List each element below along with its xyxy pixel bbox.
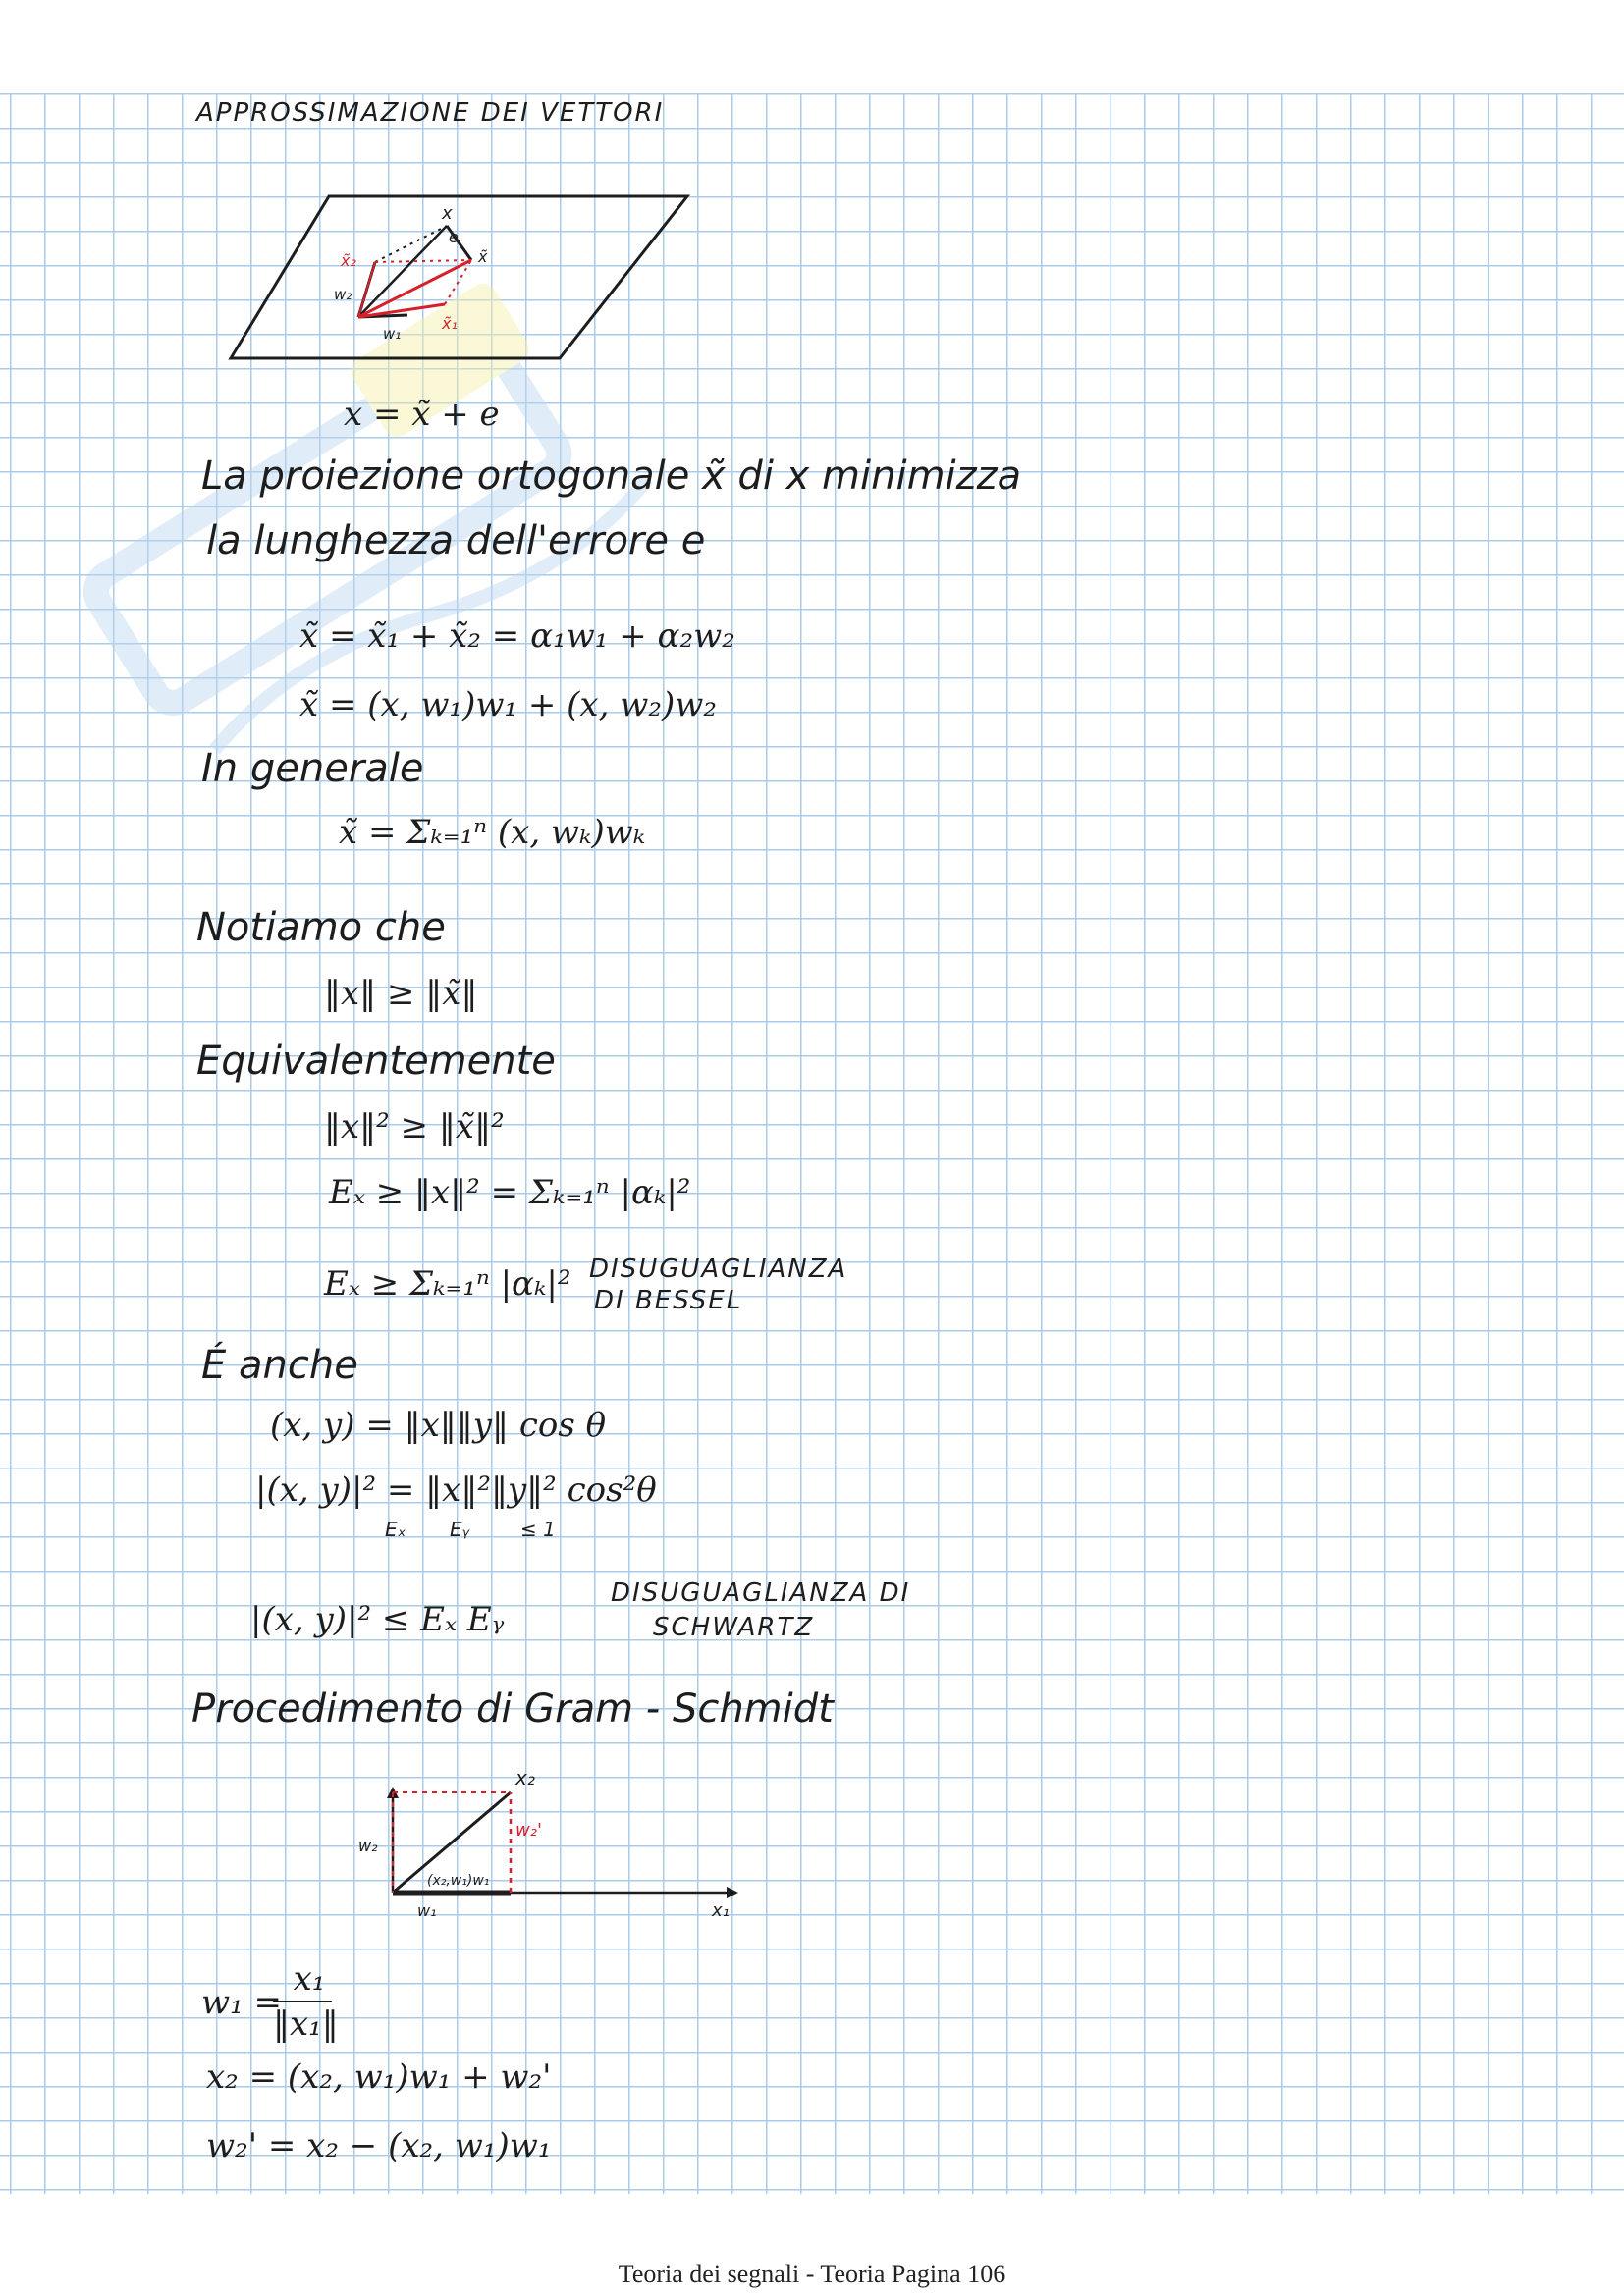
label-x-tilde-1: x̃₁ [442,314,458,333]
eq-inner-product-squared: |(x, y)|² = ‖x‖²‖y‖² cos²θ [255,1470,657,1510]
eq-general-projection: x̃ = Σₖ₌₁ⁿ (x, wₖ)wₖ [339,813,646,852]
page-title: APPROSSIMAZIONE DEI VETTORI [196,98,665,128]
equivalentemente-heading: Equivalentemente [196,1039,556,1084]
in-generale-heading: In generale [201,746,424,791]
label-w2: w₂ [334,286,352,303]
eq-projection-components: x̃ = x̃₁ + x̃₂ = α₁w₁ + α₂w₂ [299,616,735,656]
label-x-tilde-2: x̃₂ [341,251,356,270]
bessel-label-line-1: DISUGUAGLIANZA [589,1255,848,1284]
dotted-line-2 [375,260,471,262]
label-w2-prime: w₂' [515,1820,542,1841]
plane-outline [231,196,687,358]
label-projection: (x₂,w₁)w₁ [427,1873,490,1889]
underbrace-energy-y: Eᵧ [450,1518,470,1541]
statement-line-2: la lunghezza dell'errore e [206,518,706,563]
graph-paper-background [0,93,1624,2194]
eq-projection-inner-products: x̃ = (x, w₁)w₁ + (x, w₂)w₂ [299,685,717,724]
eq-norm-inequality: ‖x‖ ≥ ‖x̃‖ [324,974,478,1013]
e-anche-heading: É anche [201,1343,358,1388]
bessel-label-line-2: DI BESSEL [594,1286,743,1315]
fraction-bar [273,2001,332,2002]
eq-energy: Eₓ ≥ ‖x‖² = Σₖ₌₁ⁿ |αₖ|² [329,1173,691,1212]
label-x: x [442,203,453,224]
gram-schmidt-heading: Procedimento di Gram - Schmidt [191,1686,834,1732]
label-x-tilde: x̃ [478,247,488,266]
schwartz-label-line-2: SCHWARTZ [653,1613,815,1642]
label-w2: w₂ [358,1837,378,1855]
dotted-line-1 [375,226,447,262]
statement-line-1: La proiezione ortogonale x̃ di x minimizza [201,454,1022,499]
underbrace-le-one: ≤ 1 [520,1518,556,1541]
projection-diagram [221,191,712,368]
underbrace-energy-x: Eₓ [385,1518,406,1541]
label-e: e [449,228,459,246]
eq-w1-lhs: w₁ = [201,1983,283,2022]
eq-x2-decomposition: x₂ = (x₂, w₁)w₁ + w₂' [206,2057,552,2097]
label-w1: w₁ [383,325,402,343]
eq-decomposition: x = x̃ + e [344,395,500,434]
eq-inner-product: (x, y) = ‖x‖‖y‖ cos θ [270,1406,607,1445]
eq-bessel: Eₓ ≥ Σₖ₌₁ⁿ |αₖ|² [324,1264,571,1304]
eq-w2-prime: w₂' = x₂ − (x₂, w₁)w₁ [206,2126,552,2165]
eq-w1-numerator: x₁ [293,1959,326,1999]
label-x2: x₂ [515,1766,535,1789]
axis-x1-arrowhead [727,1887,738,1898]
schwartz-label-line-1: DISUGUAGLIANZA DI [611,1578,911,1608]
eq-w1-denominator: ‖x₁‖ [273,2004,339,2044]
gram-schmidt-diagram [353,1757,746,1983]
label-x1: x₁ [712,1900,730,1921]
label-w1: w₁ [417,1901,437,1920]
page-footer: Teoria dei segnali - Teoria Pagina 106 [618,2260,1006,2288]
eq-schwartz: |(x, y)|² ≤ Eₓ Eᵧ [250,1600,505,1639]
eq-norm-squared: ‖x‖² ≥ ‖x̃‖² [324,1107,505,1147]
notiamo-che-heading: Notiamo che [196,905,446,950]
